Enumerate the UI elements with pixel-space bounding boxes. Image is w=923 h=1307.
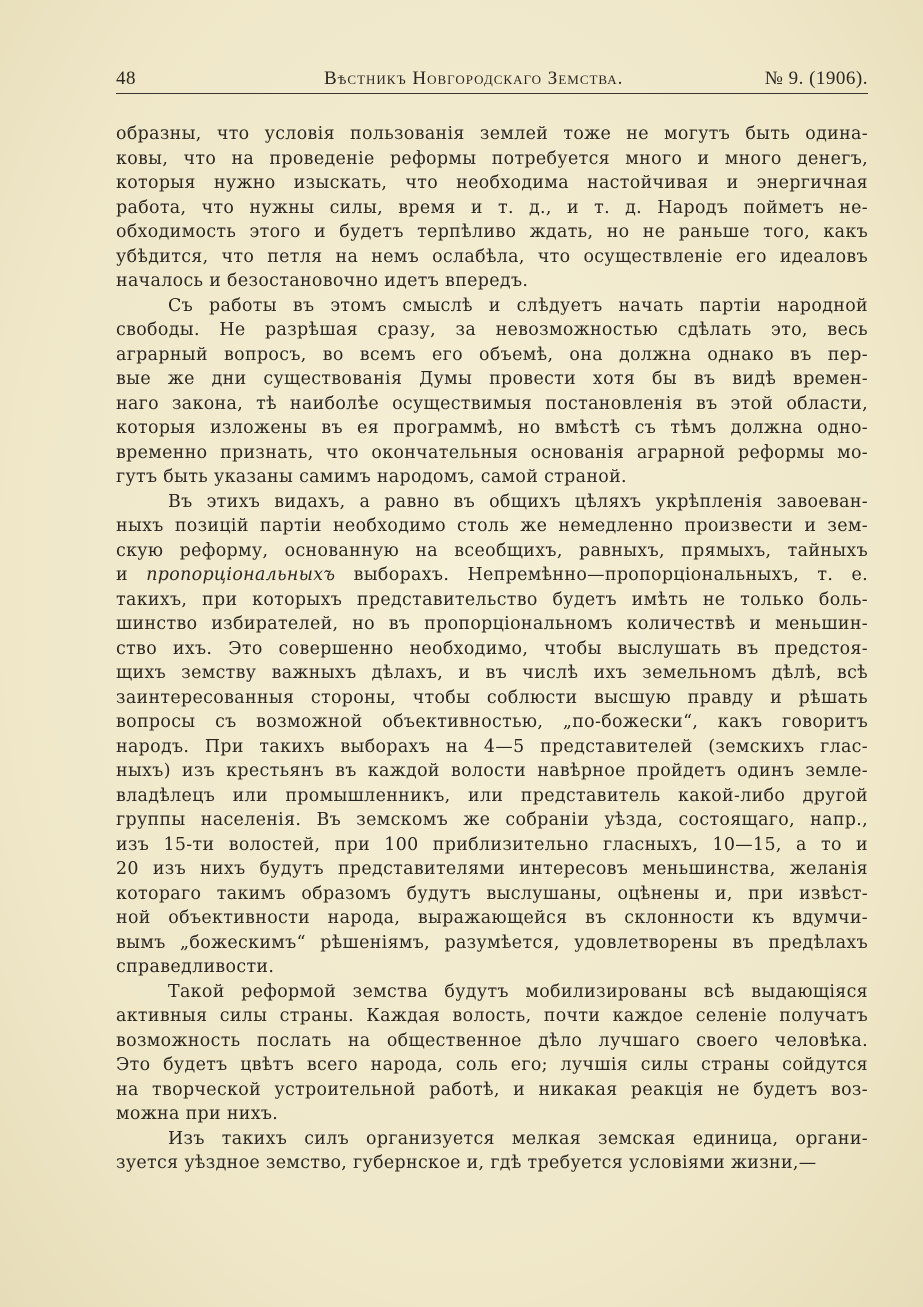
- text-line: изъ 15-ти волостей, при 100 приблизительно гласныхъ, 10—15, а то и: [116, 834, 868, 855]
- italic-term: пропорціональныхъ: [146, 565, 336, 585]
- paragraph: [116, 490, 868, 980]
- text-line: зуется уѣздное земство, губернское и, гдѣ требуется условіями жизни,—: [116, 1153, 817, 1173]
- text-line: временно признать, что окончательныя основанія аграрной реформы мо-: [116, 442, 868, 463]
- text-line: вые же дни существованія Думы провести хотя бы въ видѣ времен-: [116, 369, 868, 389]
- paragraph: [116, 122, 868, 294]
- text-line: на творческой устроительной работѣ, и никакая реакція не будетъ воз-: [116, 1079, 868, 1100]
- text-line: группы населенія. Въ земскомъ же собраніи уѣзда, состоящаго, напр.,: [116, 810, 868, 830]
- text-line: Это будетъ цвѣтъ всего народа, соль его; лучшія силы страны сойдутся: [116, 1055, 868, 1075]
- text-line: свободы. Не разрѣшая сразу, за невозможностью сдѣлать это, весь: [116, 320, 868, 340]
- paragraph: [116, 1127, 868, 1176]
- text-line: котораго такимъ образомъ будутъ выслушаны, оцѣнены и, при извѣст-: [116, 883, 868, 904]
- text-line: возможность послать на общественное дѣло лучшаго своего человѣка.: [116, 1030, 868, 1051]
- text-line: скую реформу, основанную на всеобщихъ, равныхъ, прямыхъ, тайныхъ: [116, 540, 868, 561]
- text-line: вымъ „божескимъ“ рѣшеніямъ, разумѣется, удовлетворены въ предѣлахъ: [116, 932, 868, 953]
- text-line: ныхъ позицій партіи необходимо столь же немедленно произвести и зем-: [116, 516, 868, 536]
- running-header: [116, 66, 868, 94]
- page-number: 48: [116, 68, 136, 89]
- issue-number: № 9. (1906).: [764, 68, 868, 89]
- text-line: работа, что нужны силы, время и т. д., и т. д. Народъ пойметъ не-: [116, 197, 868, 218]
- text-line: 20 изъ нихъ будутъ представителями интересовъ меньшинства, желанія: [116, 859, 868, 879]
- text-line: владѣлецъ или промышленникъ, или представитель какой-либо другой: [116, 785, 868, 806]
- header-rule: [116, 93, 868, 94]
- text-line: справедливости.: [116, 957, 275, 977]
- text-line: активныя силы страны. Каждая волость, почти каждое селеніе получатъ: [116, 1006, 868, 1026]
- text-line: шинство избирателей, но въ пропорціональномъ количествѣ и меньшин-: [116, 614, 868, 634]
- text-line: щихъ земству важныхъ дѣлахъ, и въ числѣ ихъ земельномъ дѣлѣ, всѣ: [116, 663, 868, 683]
- text-line: обходимость этого и будетъ терпѣливо ждать, но не раньше того, какъ: [116, 222, 868, 242]
- text-line: ство ихъ. Это совершенно необходимо, чтобы выслушать въ предстоя-: [116, 638, 868, 659]
- text-line: началось и безостановочно идетъ впередъ.: [116, 271, 529, 291]
- text-line: вопросы съ возможной объективностью, „по-божески“, какъ говоритъ: [116, 712, 868, 732]
- text-line: которыя нужно изыскать, что необходима настойчивая и энергичная: [116, 173, 868, 193]
- text-line: Въ этихъ видахъ, а равно въ общихъ цѣляхъ укрѣпленія завоеван-: [168, 491, 868, 512]
- text-line: Изъ такихъ силъ организуется мелкая земская единица, органи-: [168, 1128, 868, 1149]
- text-line: заинтересованныя стороны, чтобы соблюсти высшую правду и рѣшать: [116, 687, 868, 708]
- text-line: народъ. При такихъ выборахъ на 4—5 представителей (земскихъ глас-: [116, 736, 868, 757]
- text-line: Съ работы въ этомъ смыслѣ и слѣдуетъ начать партіи народной: [168, 295, 868, 316]
- text-line: и пропорціональныхъ выборахъ. Непремѣнно—пропорціональныхъ, т. е.: [116, 565, 868, 585]
- text-line: которыя изложены въ ея программѣ, но вмѣстѣ съ тѣмъ должна одно-: [116, 418, 868, 438]
- text-line: Такой реформой земства будутъ мобилизированы всѣ выдающіяся: [168, 981, 868, 1002]
- text-line: можна при нихъ.: [116, 1104, 279, 1124]
- text-line: образны, что условія пользованія землей тоже не могутъ быть одина-: [116, 124, 868, 144]
- paragraph: [116, 294, 868, 490]
- text-line: ной объективности народа, выражающейся въ склонности къ вдумчи-: [116, 908, 868, 928]
- text-line: ныхъ) изъ крестьянъ въ каждой волости навѣрное пройдетъ одинъ земле-: [116, 761, 868, 781]
- text-line: наго закона, тѣ наиболѣе осуществимыя постановленія въ этой области,: [116, 393, 868, 414]
- text-line: убѣдится, что петля на немъ ослабѣла, что осуществленіе его идеаловъ: [116, 246, 868, 267]
- paragraph: [116, 980, 868, 1127]
- text-line: такихъ, при которыхъ представительство будетъ имѣть не только боль-: [116, 589, 868, 610]
- text-line: аграрный вопросъ, во всемъ его объемѣ, она должна однако въ пер-: [116, 344, 868, 365]
- text-line: гутъ быть указаны самимъ народомъ, самой страной.: [116, 467, 627, 487]
- text-body: [116, 122, 868, 1176]
- journal-title: Вѣстникъ Новгородскаго Земства.: [324, 68, 624, 89]
- text-line: ковы, что на проведеніе реформы потребуется много и много денегъ,: [116, 148, 868, 169]
